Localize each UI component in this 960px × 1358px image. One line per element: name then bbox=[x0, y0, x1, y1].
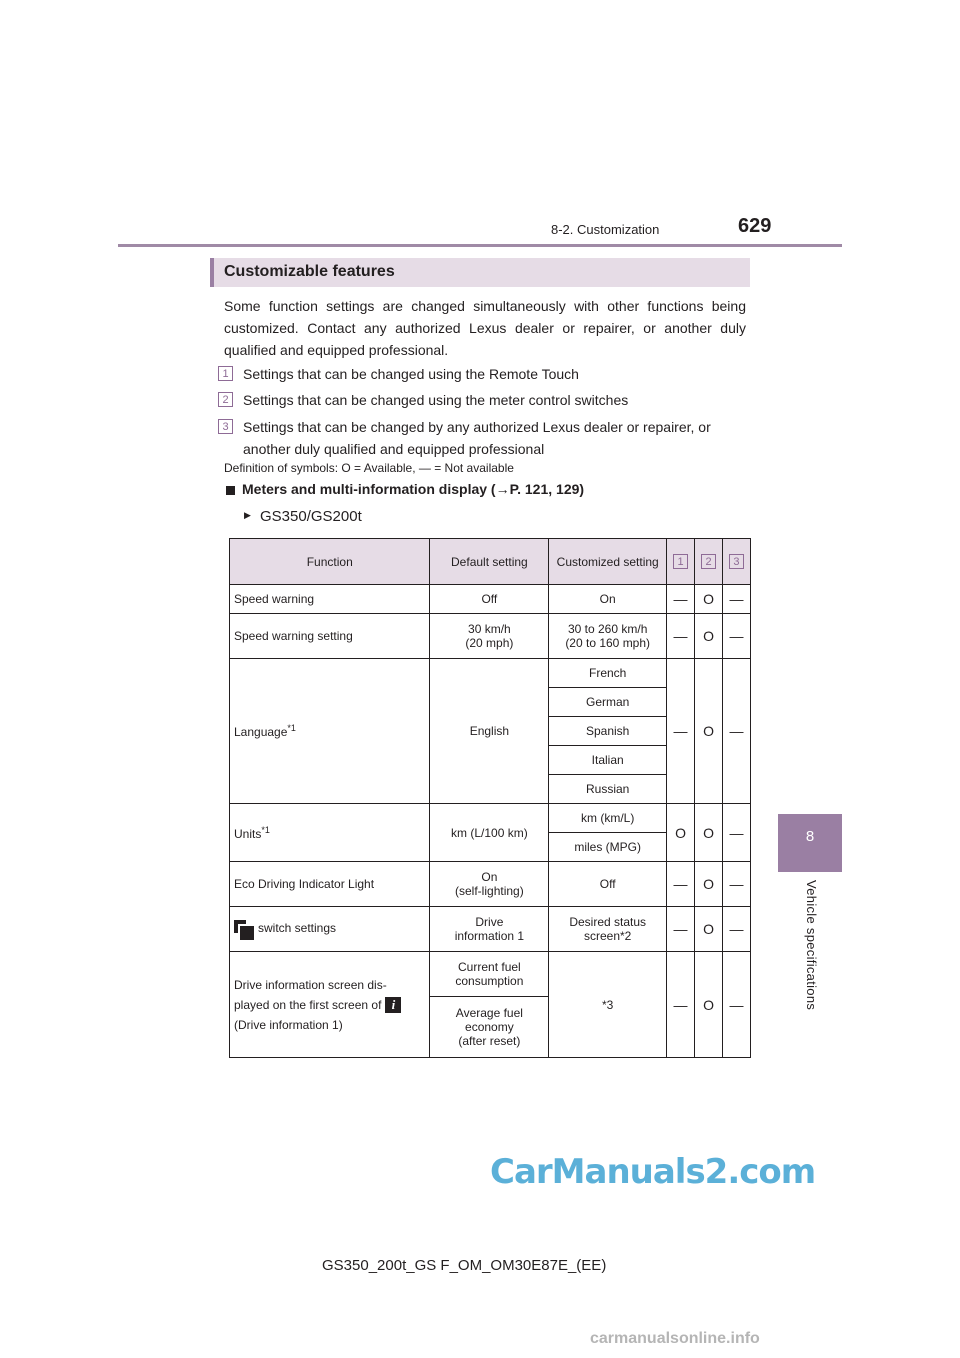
option-cell: Spanish bbox=[549, 717, 667, 746]
row-c3: — bbox=[722, 585, 750, 614]
row-c2: O bbox=[695, 862, 723, 907]
function-line: played on the first screen of bbox=[234, 997, 382, 1012]
row-c3: — bbox=[722, 907, 750, 952]
item-number-2: 2 bbox=[218, 392, 233, 407]
row-default: English bbox=[430, 659, 549, 804]
function-line-with-icon bbox=[234, 995, 427, 1015]
symbol-definition: Definition of symbols: O = Available, — = Not available bbox=[224, 461, 514, 475]
footnote-mark: *1 bbox=[287, 723, 296, 733]
row-c1: — bbox=[667, 952, 695, 1058]
row-c2: O bbox=[695, 804, 723, 862]
custom-line: Desired status bbox=[569, 915, 647, 929]
row-c1: — bbox=[667, 907, 695, 952]
option-cell: km (km/L) bbox=[549, 804, 667, 833]
row-c1: — bbox=[667, 862, 695, 907]
item-text-1: Settings that can be changed using the Remote Touch bbox=[243, 366, 579, 382]
table-row bbox=[230, 804, 751, 833]
section-header: 8-2. Customization bbox=[551, 222, 660, 237]
row-default bbox=[430, 997, 549, 1058]
option-cell: Italian bbox=[549, 746, 667, 775]
row-c3: — bbox=[722, 952, 750, 1058]
header-rule bbox=[118, 244, 842, 247]
table-row bbox=[230, 614, 751, 659]
row-c3: — bbox=[722, 804, 750, 862]
default-line: Average fuel bbox=[455, 1006, 523, 1020]
custom-line: screen*2 bbox=[583, 929, 632, 943]
row-function: Speed warning bbox=[230, 585, 430, 614]
table-row bbox=[230, 862, 751, 907]
header-col-3 bbox=[722, 539, 750, 585]
chapter-label: Vehicle specifications bbox=[804, 880, 819, 1011]
row-c2: O bbox=[695, 585, 723, 614]
row-function: Eco Driving Indicator Light bbox=[230, 862, 430, 907]
default-line: information 1 bbox=[454, 929, 525, 943]
default-line: Drive bbox=[475, 915, 504, 929]
function-label: switch settings bbox=[258, 921, 337, 936]
row-function bbox=[230, 804, 430, 862]
row-c1: — bbox=[667, 659, 695, 804]
row-default bbox=[430, 907, 549, 952]
header-custom-label: Customized setting bbox=[556, 554, 659, 569]
row-custom bbox=[549, 614, 667, 659]
info-icon: i bbox=[385, 997, 401, 1013]
row-function bbox=[230, 659, 430, 804]
row-custom: Off bbox=[549, 862, 667, 907]
row-c2: O bbox=[695, 659, 723, 804]
row-c3: — bbox=[722, 862, 750, 907]
row-custom: On bbox=[549, 585, 667, 614]
footnote-mark: *1 bbox=[261, 824, 270, 835]
default-line: On bbox=[481, 870, 498, 884]
chapter-number: 8 bbox=[805, 828, 815, 845]
default-line: economy bbox=[465, 1020, 514, 1034]
option-cell: French bbox=[549, 659, 667, 688]
row-custom bbox=[549, 907, 667, 952]
table-row bbox=[230, 907, 751, 952]
row-custom: *3 bbox=[549, 952, 667, 1058]
option-cell: Russian bbox=[549, 775, 667, 804]
header-default bbox=[430, 539, 549, 585]
table-row bbox=[230, 659, 751, 688]
default-line: (20 mph) bbox=[465, 636, 514, 650]
customization-table bbox=[229, 538, 751, 1058]
subsection-heading: Meters and multi-information display (→P. 121, 129) bbox=[242, 481, 585, 497]
row-default: km (L/100 km) bbox=[430, 804, 549, 862]
item-text-3: Settings that can be changed by any authorized Lexus dealer or repairer, or another duly qualified and equipped professional bbox=[243, 419, 711, 457]
header-col-3-box: 3 bbox=[729, 554, 744, 569]
watermark: CarManuals2.com bbox=[490, 1152, 816, 1192]
row-c1: — bbox=[667, 614, 695, 659]
triangle-bullet-icon: ▶ bbox=[244, 510, 251, 520]
document-code: GS350_200t_GS F_OM_OM30E87E_(EE) bbox=[322, 1257, 607, 1274]
function-label: Units bbox=[234, 826, 262, 841]
header-col-2 bbox=[695, 539, 723, 585]
row-function bbox=[230, 907, 430, 952]
header-custom bbox=[549, 539, 667, 585]
header-col-1 bbox=[667, 539, 695, 585]
default-line: (self-lighting) bbox=[455, 884, 524, 898]
row-c1: — bbox=[667, 585, 695, 614]
row-c2: O bbox=[695, 614, 723, 659]
row-default bbox=[430, 952, 549, 997]
watermark-footer: carmanualsonline.info bbox=[590, 1330, 760, 1347]
model-label: GS350/GS200t bbox=[260, 508, 362, 525]
header-default-label: Default setting bbox=[451, 554, 528, 569]
function-label: Language bbox=[234, 725, 288, 739]
row-default bbox=[430, 862, 549, 907]
custom-line: 30 to 260 km/h bbox=[567, 622, 648, 636]
item-text-2: Settings that can be changed using the meter control switches bbox=[243, 392, 629, 408]
row-default bbox=[430, 614, 549, 659]
row-function bbox=[230, 952, 430, 1058]
subsection-bullet bbox=[226, 486, 235, 495]
item-number-3: 3 bbox=[218, 419, 233, 434]
header-col-1-box: 1 bbox=[673, 554, 688, 569]
row-c2: O bbox=[695, 952, 723, 1058]
section-title: Customizable features bbox=[224, 263, 395, 280]
page-number: 629 bbox=[738, 215, 772, 237]
default-line: Current fuel bbox=[458, 960, 521, 974]
header-col-2-box: 2 bbox=[701, 554, 716, 569]
function-line: Drive information screen dis- bbox=[234, 977, 387, 992]
row-c1: O bbox=[667, 804, 695, 862]
default-line: consumption bbox=[455, 974, 524, 988]
table-header-row bbox=[230, 539, 751, 585]
table-row bbox=[230, 585, 751, 614]
item-number-1: 1 bbox=[218, 366, 233, 381]
custom-line: (20 to 160 mph) bbox=[565, 636, 651, 650]
function-line: (Drive information 1) bbox=[234, 1017, 343, 1032]
table-row bbox=[230, 952, 751, 997]
option-cell: miles (MPG) bbox=[549, 833, 667, 862]
header-function: Function bbox=[230, 539, 430, 585]
default-line: 30 km/h bbox=[468, 622, 511, 636]
intro-paragraph: Some function settings are changed simultaneously with other functions being customized. Contact any authorized Lexus dealer or repairer, or another duly qualified and equipped professional. bbox=[224, 298, 746, 358]
row-c3: — bbox=[722, 614, 750, 659]
option-cell: German bbox=[549, 688, 667, 717]
row-function: Speed warning setting bbox=[230, 614, 430, 659]
row-default: Off bbox=[430, 585, 549, 614]
row-c3: — bbox=[722, 659, 750, 804]
row-c2: O bbox=[695, 907, 723, 952]
display-switch-icon bbox=[234, 920, 252, 938]
default-line: (after reset) bbox=[458, 1034, 521, 1048]
